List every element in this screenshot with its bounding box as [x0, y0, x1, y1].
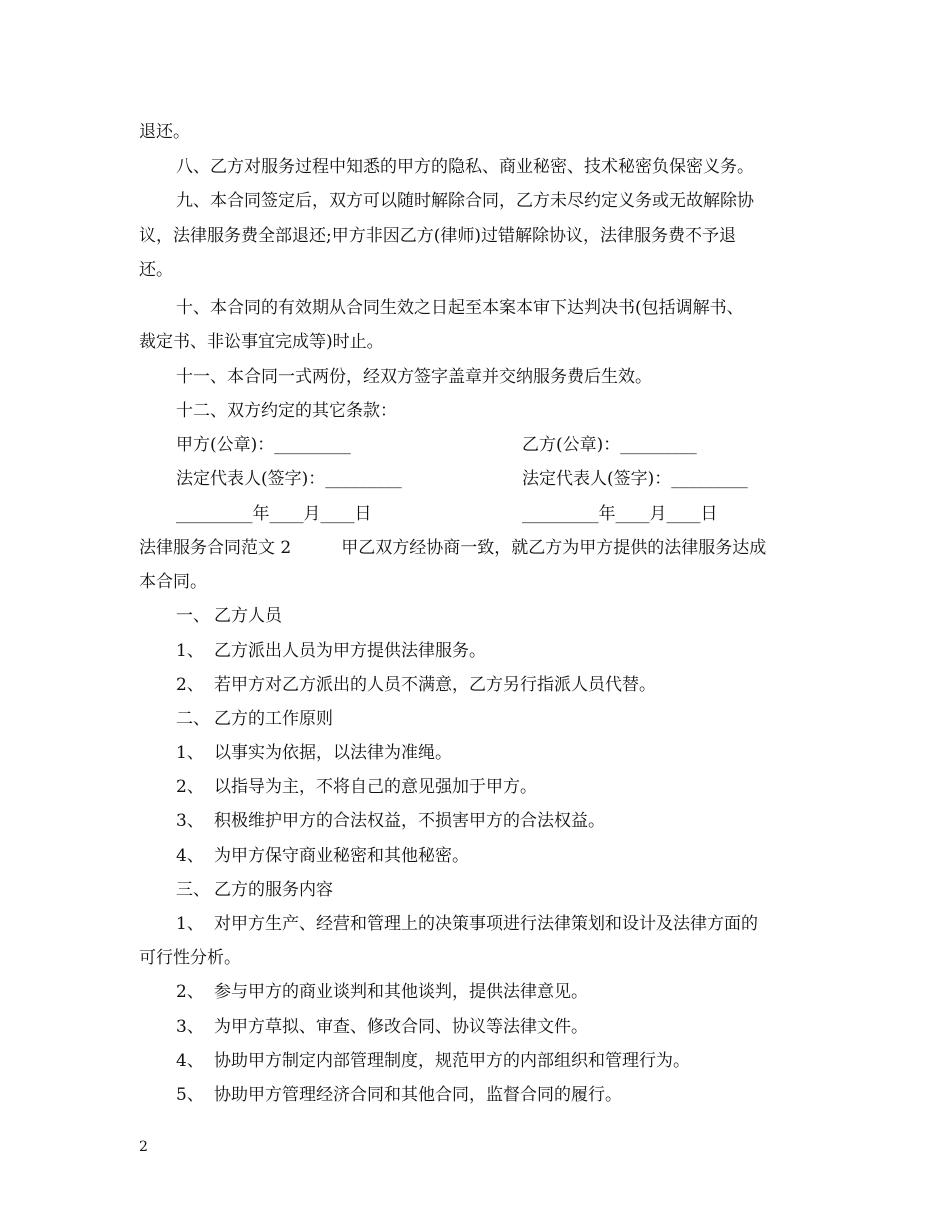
clause-9-line2: 议，法律服务费全部退还;甲方非因乙方(律师)过错解除协议，法律服务费不予退 [139, 226, 736, 246]
sample-2-intro-cont: 本合同。 [139, 572, 207, 592]
list-item [176, 674, 656, 696]
sample-2-heading: 法律服务合同范文 2 [139, 538, 292, 558]
item-text: 以事实为依据，以法律为准绳。 [214, 743, 452, 763]
item-number: 4、 [176, 1051, 204, 1071]
paragraph-text: 退还。 [139, 122, 190, 142]
signature-rep-row [176, 468, 876, 490]
clause-9-line3: 还。 [139, 260, 173, 280]
party-b-seal: 乙方(公章)：_________ [522, 435, 697, 455]
item-number: 2、 [176, 777, 204, 797]
item-text: 协助甲方制定内部管理制度，规范甲方的内部组织和管理行为。 [214, 1051, 690, 1071]
item-text: 若甲方对乙方派出的人员不满意，乙方另行指派人员代替。 [214, 675, 656, 695]
section-title: 乙方的服务内容 [214, 880, 333, 900]
clause-10-line2: 裁定书、非讼事宜完成等)时止。 [139, 332, 384, 352]
item-text: 参与甲方的商业谈判和其他谈判，提供法律意见。 [214, 982, 588, 1002]
item-text: 乙方派出人员为甲方提供法律服务。 [214, 641, 486, 661]
list-item [176, 742, 452, 764]
section-3-heading [176, 879, 333, 901]
sample-2-intro [139, 537, 766, 559]
section-title: 乙方的工作原则 [214, 709, 333, 729]
item-number: 3、 [176, 1017, 204, 1037]
list-item [176, 1084, 622, 1106]
list-item [176, 776, 537, 798]
item-number: 1、 [176, 641, 204, 661]
clause-12: 十二、双方约定的其它条款： [176, 401, 397, 421]
list-item-cont: 可行性分析。 [139, 948, 241, 968]
item-text: 对甲方生产、经营和管理上的决策事项进行法律策划和设计及法律方面的 [214, 914, 758, 934]
party-b-representative: 法定代表人(签字)：_________ [522, 469, 748, 489]
party-b-date: _________年____月____日 [522, 504, 718, 524]
list-item [176, 981, 588, 1003]
item-number: 2、 [176, 982, 204, 1002]
item-text: 积极维护甲方的合法权益，不损害甲方的合法权益。 [214, 811, 605, 831]
party-a-date: _________年____月____日 [176, 504, 372, 524]
clause-10-line1: 十、本合同的有效期从合同生效之日起至本案本审下达判决书(包括调解书、 [176, 298, 744, 318]
section-number: 二、 [176, 709, 210, 729]
party-a-representative: 法定代表人(签字)：_________ [176, 469, 402, 489]
list-item [176, 1016, 588, 1038]
party-a-seal: 甲方(公章)：_________ [176, 435, 351, 455]
item-number: 1、 [176, 743, 204, 763]
clause-9-line1: 九、本合同签定后，双方可以随时解除合同，乙方未尽约定义务或无故解除协 [176, 191, 754, 211]
sample-2-intro-text: 甲乙双方经协商一致，就乙方为甲方提供的法律服务达成 [341, 538, 767, 558]
list-item [176, 913, 758, 935]
clause-11: 十一、本合同一式两份，经双方签字盖章并交纳服务费后生效。 [176, 367, 652, 387]
section-number: 三、 [176, 880, 210, 900]
section-2-heading [176, 708, 333, 730]
item-text: 以指导为主，不将自己的意见强加于甲方。 [214, 777, 537, 797]
section-number: 一、 [176, 606, 210, 626]
item-number: 1、 [176, 914, 204, 934]
section-1-heading [176, 605, 282, 627]
list-item [176, 810, 605, 832]
item-number: 3、 [176, 811, 204, 831]
item-text: 为甲方草拟、审查、修改合同、协议等法律文件。 [214, 1017, 588, 1037]
section-title: 乙方人员 [214, 606, 282, 626]
item-text: 为甲方保守商业秘密和其他秘密。 [214, 846, 469, 866]
item-number: 5、 [176, 1085, 204, 1105]
clause-8: 八、乙方对服务过程中知悉的甲方的隐私、商业秘密、技术秘密负保密义务。 [176, 157, 754, 177]
page-number: 2 [139, 1139, 148, 1155]
list-item [176, 845, 469, 867]
item-text: 协助甲方管理经济合同和其他合同，监督合同的履行。 [214, 1085, 622, 1105]
signature-date-row [176, 503, 876, 525]
item-number: 2、 [176, 675, 204, 695]
item-number: 4、 [176, 846, 204, 866]
list-item [176, 1050, 690, 1072]
signature-seal-row [176, 434, 876, 456]
list-item [176, 640, 486, 662]
